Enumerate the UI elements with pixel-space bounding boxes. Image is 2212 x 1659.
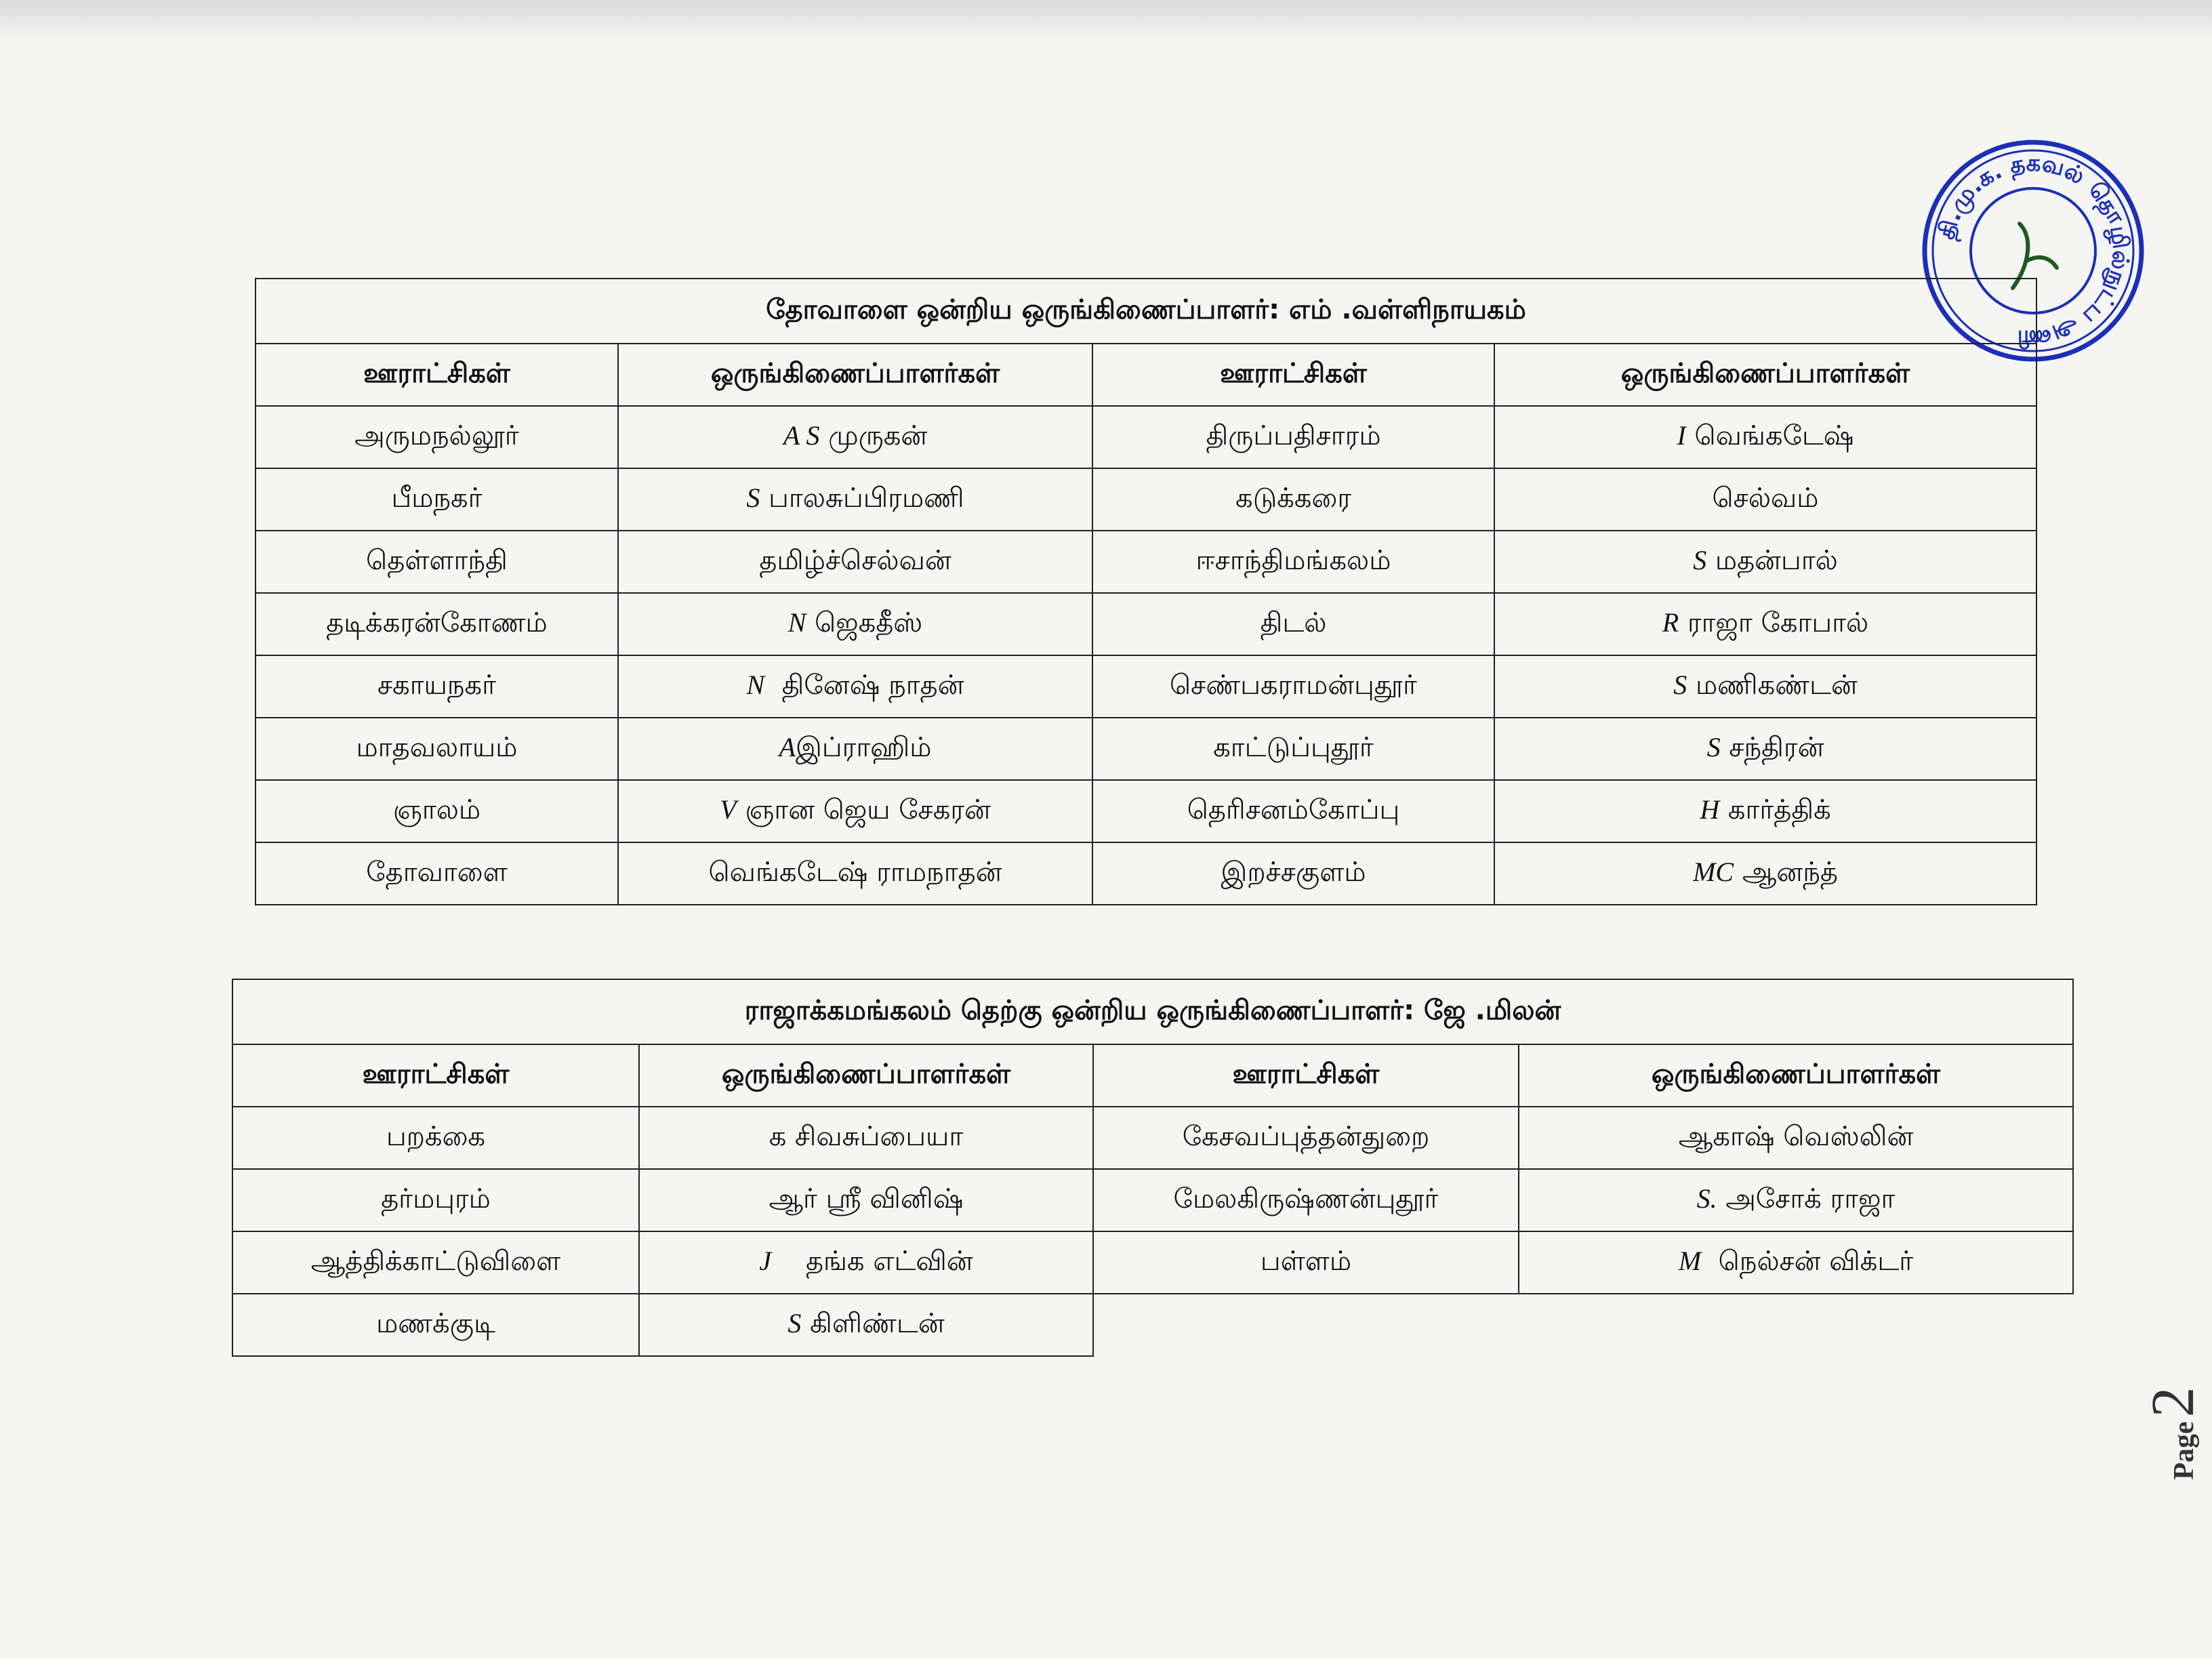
panchayat-cell: இறச்சகுளம் <box>1092 842 1494 905</box>
panchayat-cell: செண்பகராமன்புதூர் <box>1092 655 1494 718</box>
column-header: ஒருங்கிணைப்பாளர்கள் <box>639 1044 1093 1107</box>
table-row <box>232 1231 2073 1294</box>
column-header: ஊராட்சிகள் <box>255 344 618 406</box>
table-row <box>255 406 2036 468</box>
panchayat-cell: பறக்கை <box>232 1107 639 1169</box>
coordinator-cell: M நெல்சன் விக்டர் <box>1519 1231 2073 1294</box>
coordinator-cell: Aஇப்ராஹிம் <box>618 718 1092 780</box>
coordinator-cell: A S முருகன் <box>618 406 1092 468</box>
coordinator-cell: V ஞான ஜெய சேகரன் <box>618 780 1092 842</box>
table-row <box>255 842 2036 905</box>
table-row <box>255 655 2036 718</box>
panchayat-cell: மணக்குடி <box>232 1294 639 1356</box>
table-title: தோவாளை ஒன்றிய ஒருங்கிணைப்பாளர்: எம் .வள்ளிநாயகம் <box>255 279 2036 344</box>
panchayat-cell: திடல் <box>1092 593 1494 655</box>
panchayat-cell: தர்மபுரம் <box>232 1169 639 1231</box>
coordinator-cell: I வெங்கடேஷ் <box>1494 406 2036 468</box>
coordinator-cell: S கிளிண்டன் <box>639 1294 1093 1356</box>
coordinator-cell: தமிழ்ச்செல்வன் <box>618 531 1092 593</box>
coordinator-cell: S மதன்பால் <box>1494 531 2036 593</box>
panchayat-cell: தெரிசனம்கோப்பு <box>1092 780 1494 842</box>
coordinator-cell: ஆகாஷ் வெஸ்லின் <box>1519 1107 2073 1169</box>
column-header: ஊராட்சிகள் <box>1093 1044 1519 1107</box>
coordinator-cell: S. அசோக் ராஜா <box>1519 1169 2073 1231</box>
panchayat-cell: மேலகிருஷ்ணன்புதூர் <box>1093 1169 1519 1231</box>
panchayat-cell: ஞாலம் <box>255 780 618 842</box>
table-header-row <box>232 1044 2073 1107</box>
coordinator-cell: N ஜெகதீஸ் <box>618 593 1092 655</box>
table-row <box>255 718 2036 780</box>
table-title: ராஜாக்கமங்கலம் தெற்கு ஒன்றிய ஒருங்கிணைப்பாளர்: ஜே .மிலன் <box>232 979 2073 1044</box>
page-number <box>2138 1366 2212 1501</box>
coordinator-cell: N தினேஷ் நாதன் <box>618 655 1092 718</box>
column-header: ஒருங்கிணைப்பாளர்கள் <box>618 344 1092 406</box>
rajakkamangalam-south-union-table <box>232 979 2074 1357</box>
table-row <box>232 1169 2073 1231</box>
table-row <box>255 531 2036 593</box>
panchayat-cell: தோவாளை <box>255 842 618 905</box>
page-number-value: 2 <box>2139 1387 2207 1418</box>
table-title-row <box>232 979 2073 1044</box>
coordinator-cell: ஆர் ஸ்ரீ வினிஷ் <box>639 1169 1093 1231</box>
column-header: ஒருங்கிணைப்பாளர்கள் <box>1519 1044 2073 1107</box>
coordinator-cell: H கார்த்திக் <box>1494 780 2036 842</box>
empty-cell <box>1519 1294 2073 1356</box>
panchayat-cell: காட்டுப்புதூர் <box>1092 718 1494 780</box>
table-row <box>255 780 2036 842</box>
panchayat-cell: ஈசாந்திமங்கலம் <box>1092 531 1494 593</box>
coordinator-cell: J தங்க எட்வின் <box>639 1231 1093 1294</box>
panchayat-cell: பீமநகர் <box>255 468 618 531</box>
coordinator-cell: க சிவசுப்பையா <box>639 1107 1093 1169</box>
panchayat-cell: அருமநல்லூர் <box>255 406 618 468</box>
table-row <box>232 1294 2073 1356</box>
coordinator-cell: S மணிகண்டன் <box>1494 655 2036 718</box>
column-header: ஊராட்சிகள் <box>1092 344 1494 406</box>
column-header: ஊராட்சிகள் <box>232 1044 639 1107</box>
table-title-row <box>255 279 2036 344</box>
coordinator-cell: வெங்கடேஷ் ராமநாதன் <box>618 842 1092 905</box>
table-row <box>255 468 2036 531</box>
panchayat-cell: கேசவப்புத்தன்துறை <box>1093 1107 1519 1169</box>
panchayat-cell: கடுக்கரை <box>1092 468 1494 531</box>
coordinator-cell: MC ஆனந்த் <box>1494 842 2036 905</box>
coordinator-cell: S பாலசுப்பிரமணி <box>618 468 1092 531</box>
panchayat-cell: சகாயநகர் <box>255 655 618 718</box>
panchayat-cell: தெள்ளாந்தி <box>255 531 618 593</box>
table-header-row <box>255 344 2036 406</box>
coordinator-cell: R ராஜா கோபால் <box>1494 593 2036 655</box>
panchayat-cell: மாதவலாயம் <box>255 718 618 780</box>
coordinator-cell: S சந்திரன் <box>1494 718 2036 780</box>
page-label: Page <box>2169 1421 2200 1480</box>
thovalai-union-table <box>255 278 2037 905</box>
seal-text: தி.மு.க. தகவல் தொழில்நுட்ப அணி <box>1933 149 2135 352</box>
panchayat-cell: ஆத்திக்காட்டுவிளை <box>232 1231 639 1294</box>
table-row <box>255 593 2036 655</box>
coordinator-cell: செல்வம் <box>1494 468 2036 531</box>
panchayat-cell: தடிக்கரன்கோணம் <box>255 593 618 655</box>
column-header: ஒருங்கிணைப்பாளர்கள் <box>1494 344 2036 406</box>
table-row <box>232 1107 2073 1169</box>
panchayat-cell: பள்ளம் <box>1093 1231 1519 1294</box>
panchayat-cell: திருப்பதிசாரம் <box>1092 406 1494 468</box>
empty-cell <box>1093 1294 1519 1356</box>
